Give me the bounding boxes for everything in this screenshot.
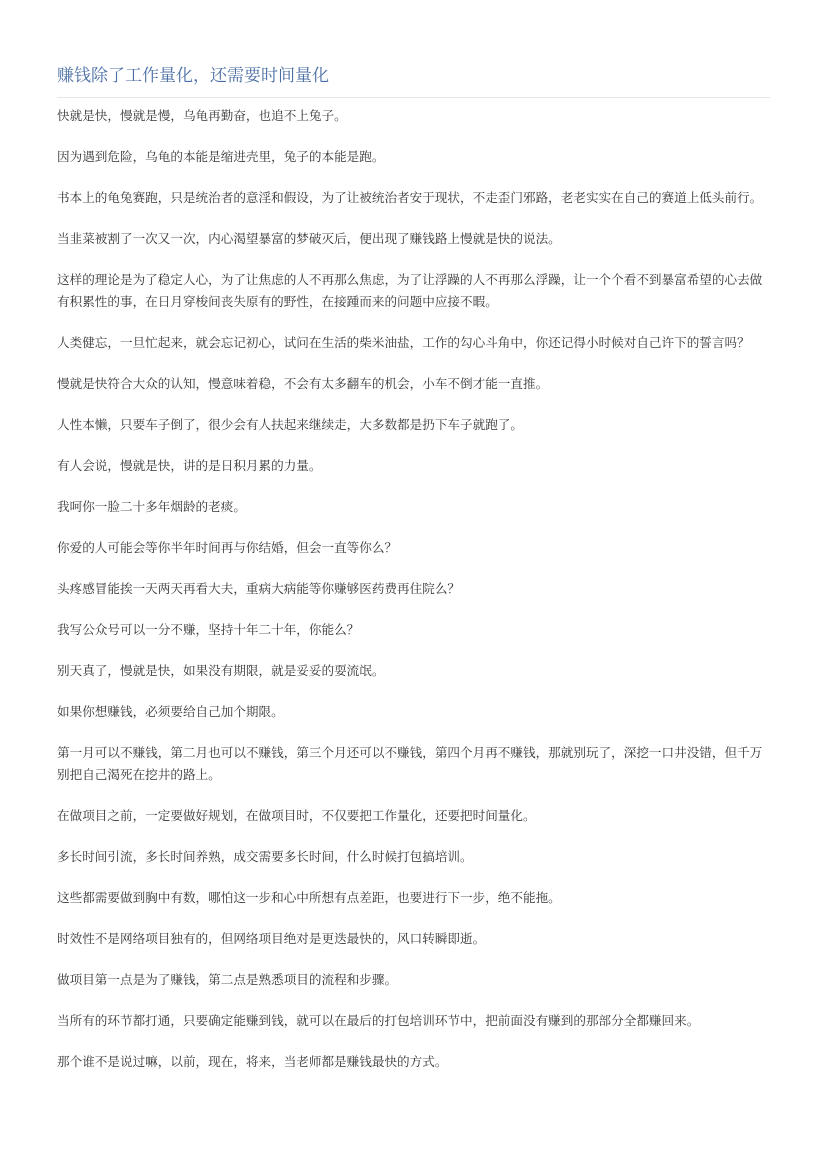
paragraph: 第一月可以不赚钱，第二月也可以不赚钱，第三个月还可以不赚钱，第四个月再不赚钱，那就别玩了，深挖一口井没错，但千万别把自己渴死在挖井的路上。 (57, 745, 763, 782)
title-divider (57, 97, 770, 98)
article-page (57, 0, 770, 1092)
paragraph: 那个谁不是说过嘛，以前，现在，将来，当老师都是赚钱最快的方式。 (57, 1054, 448, 1069)
article-title: 赚钱除了工作量化，还需要时间量化 (57, 66, 329, 86)
paragraph: 如果你想赚钱，必须要给自己加个期限。 (57, 704, 284, 719)
paragraph: 这样的理论是为了稳定人心，为了让焦虑的人不再那么焦虑，为了让浮躁的人不再那么浮躁，让一个个看不到暴富希望的心去做有积累性的事，在日月穿梭间丧失原有的野性，在接踵而来的问题中应接不暇。 (57, 272, 763, 309)
paragraph: 时效性不是网络项目独有的，但网络项目绝对是更迭最快的，风口转瞬即逝。 (57, 931, 486, 946)
paragraph: 你爱的人可能会等你半年时间再与你结婚，但会一直等你么？ (57, 540, 398, 555)
paragraph: 做项目第一点是为了赚钱，第二点是熟悉项目的流程和步骤。 (57, 972, 398, 987)
paragraph: 有人会说，慢就是快，讲的是日积月累的力量。 (57, 458, 322, 473)
article-body (57, 105, 770, 1073)
paragraph: 快就是快，慢就是慢，乌龟再勤奋，也追不上兔子。 (57, 108, 347, 123)
paragraph: 在做项目之前，一定要做好规划，在做项目时，不仅要把工作量化，还要把时间量化。 (57, 808, 536, 823)
paragraph: 当韭菜被割了一次又一次，内心渴望暴富的梦破灭后，便出现了赚钱路上慢就是快的说法。 (57, 231, 561, 246)
paragraph: 慢就是快符合大众的认知，慢意味着稳，不会有太多翻车的机会，小车不倒才能一直推。 (57, 376, 549, 391)
paragraph: 别天真了，慢就是快，如果没有期限，就是妥妥的耍流氓。 (57, 663, 385, 678)
paragraph: 人类健忘，一旦忙起来，就会忘记初心，试问在生活的柴米油盐，工作的勾心斗角中，你还记得小时候对自己许下的誓言吗？ (57, 335, 750, 350)
paragraph: 人性本懒，只要车子倒了，很少会有人扶起来继续走，大多数都是扔下车子就跑了。 (57, 417, 523, 432)
paragraph: 我呵你一脸二十多年烟龄的老痰。 (57, 499, 246, 514)
paragraph: 书本上的龟兔赛跑，只是统治者的意淫和假设，为了让被统治者安于现状，不走歪门邪路，老老实实在自己的赛道上低头前行。 (57, 190, 763, 205)
paragraph: 多长时间引流，多长时间养熟，成交需要多长时间，什么时候打包搞培训。 (57, 849, 473, 864)
paragraph: 当所有的环节都打通，只要确定能赚到钱，就可以在最后的打包培训环节中，把前面没有赚到的那部分全都赚回来。 (57, 1013, 700, 1028)
paragraph: 头疼感冒能挨一天两天再看大夫，重病大病能等你赚够医药费再住院么？ (57, 581, 460, 596)
paragraph: 这些都需要做到胸中有数，哪怕这一步和心中所想有点差距，也要进行下一步，绝不能拖。 (57, 890, 561, 905)
paragraph: 我写公众号可以一分不赚，坚持十年二十年，你能么？ (57, 622, 360, 637)
paragraph: 因为遇到危险，乌龟的本能是缩进壳里，兔子的本能是跑。 (57, 149, 385, 164)
